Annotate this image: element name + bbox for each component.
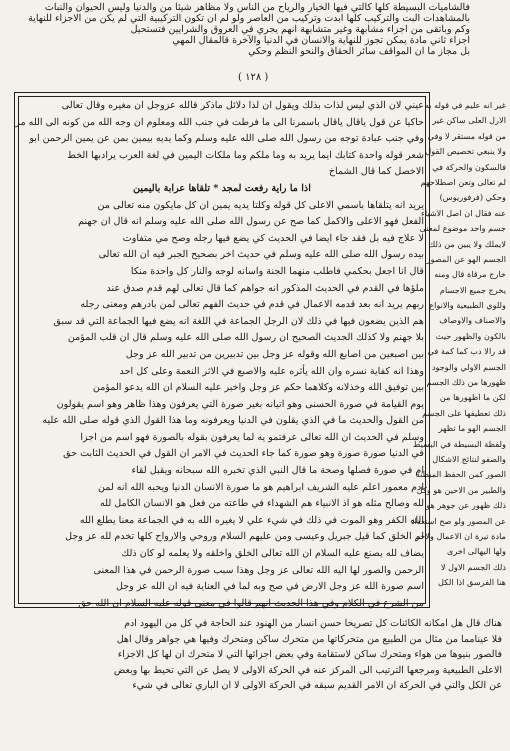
margin-text-line: الجسم الهو ما تظهر [438, 423, 506, 434]
margin-text-line: لكن ما اظهورها من [439, 392, 506, 403]
main-text-line: لا علاج فيه بل فقد جاء ايضا في الحديث كي يضع فيها رجله وصح مي متفاوت [122, 232, 424, 244]
main-text-line: ام في صورة فصلها وصحة ما قال النبي الذي تخبره الله سبحانه ويقبل لقاء [131, 465, 424, 477]
main-text-line: بين توفيق الله وخذلانه وكلاهما حكم عز وجل واخبر عليه السلام ان الله يدعو المؤمن [92, 382, 424, 394]
header-line: فالشاميات البسيطة كلها كالتي فيها الخيار والرياح من الناس ولا مظاهر شيئا من والدنيا وليس الحيوان والنبات [44, 2, 470, 13]
margin-text-line: ذلك ظهور عن جوهر هو [426, 500, 506, 511]
main-text-line: الله الكفر وهو الموت في ذلك في شيء علي لا يغيره الله به في الجماعة معنا يطلع الله [79, 514, 424, 526]
margin-text-line: وحكي (فرفوريوس) [439, 192, 506, 203]
main-text-line: ملؤها في القدم في الحديث المذكور انه جواهم كما قال تعالى لهم قدم صدق عند [106, 282, 424, 294]
margin-text-line: لايملك ولا يبين من ذلك [428, 238, 506, 249]
main-text-line: الاخصل كما قال الشماخ [328, 166, 424, 178]
main-text-line: وهذا انه كفاية نسره وان الله يأثره عليه والاصبع في الاثر النعمة وعلى كل احد [119, 365, 424, 377]
main-text-line: يوم القيامة في صورة الحسنى وهو اتيانه بغير صورة التي يعرفون وهذا ظاهر وهو اسم يقولون [56, 398, 424, 410]
margin-text-line: بالكون والظهور حيث [435, 330, 506, 341]
page-number: ( ١٢٨ ) [238, 72, 269, 83]
margin-text-line: ظهورها من ذلك الجسم [426, 377, 506, 388]
margin-text-line: وللوي الطبيعية والانواع [429, 300, 506, 311]
margin-text-line: لم تعالى وتعن اصطلاحهم [420, 176, 506, 187]
main-text-line: ادم معمور اعلم عليه الشريف ابراهيم هو ما صورة الانسان الدنيا ويحبه الله انه لمن [97, 481, 424, 493]
margin-text-line: الجسم الاولي والوجود [431, 361, 506, 372]
header-line: وكم وباتقى من اجزاء مشابهة وغير متشابهة انهم يجري في العروق والشرايين فتستحيل [130, 24, 470, 35]
margin-text-line: يخرج جميع الاجسام [439, 284, 506, 295]
main-text-line: الفعل فهو الاعلى والاكمل كما صح عن رسول الله صلى الله عليه وسلم انه قال ان جهنم [78, 216, 424, 228]
margin-text-line: غير انه عليم في قوله به [424, 100, 506, 110]
margin-text-line: جسم واحد موضوع لمعنى [419, 223, 506, 234]
margin-text-line: هنا الفرسق اذا الكل [438, 577, 506, 588]
margin-text-line: ولفظة البسيطة في البسيط [412, 438, 506, 449]
margin-text-line: ولا ينبغي تخصيص القول [425, 146, 506, 157]
margin-text-line: الصور كمن الحفظ المبطنة [415, 469, 506, 480]
page-header-text [28, 2, 470, 57]
margin-text-line: والصفو لنتائج الاشكال [432, 453, 506, 464]
main-text-line: الرحمن والصور لها اليه الله تعالى عز وجل وهذا سبب صورة الرحمن في هذا المعنى [93, 564, 424, 576]
main-text-line: شعر قوله واحدة كتابك ايما يريد به وما ملكم وما ملكات اليمين في لغة العرب يرادبها الخط [67, 149, 424, 161]
footer-text-block [8, 616, 502, 694]
main-text-line: هم الذين يضعون فيها في ذلك لان الرجل الجماعة في اللغة انه يضع فيها الجماعة التي قد سبق [53, 315, 424, 327]
footer-text-line: الاعلى الطبيعية ومرجعها الترتيب الى المركز عنه في الحركة الاولى لا يصل عن التي تحيط بها وبعض [113, 664, 502, 676]
margin-text-line: من قوله مستقر لا وفي [427, 130, 506, 141]
main-text-line: اذا ما راية رفعت لمجد * تلقاها عرابة باليمين [133, 182, 311, 194]
main-text-line: وفي جنب عبادة توجه من رسول الله صلى الله عليه وسلم وكما يديه بيمين بمن عن يمين الرحمن ابو [29, 133, 424, 145]
main-text-line: ربهم يريد انه بعد قدمه الاعمال في قدم في حديث الفهم تعالى لمن بادرهم ومعنى رجله [80, 299, 424, 311]
margin-text-line: قد رالا دب كما كمة في [427, 346, 506, 357]
margin-text-line: ولها اليهالى اخرى [446, 546, 506, 557]
main-text-line: من الشرع في الكلام وفي هذا الحديث انهم قالوا في معنى قوله عليه السلام ان الله حق [78, 597, 424, 609]
main-text-line: في الدنيا صورة صورة وهو صورة كما جاء الحديث في الامر ان القول في الحديث الثابت حق [63, 448, 424, 460]
footer-text-line: هناك قال هل امكانه الكائنات كل تصريحا حسن انسار من الهنود عند الحاجة في كل من اليهود ادم [124, 618, 502, 629]
main-text-line: وسلم في الحديث ان الله تعالى عرفتمو يه لما يعرفون بقوله بالصورة فهو اسم من اجزا [80, 431, 424, 443]
header-line: بالمشاهدات البت والتركيب كلها ابدت وتركيب من العاصر ولو لم ان تكون التركيبية التي لم يكن من الاجزاء للنهاية [28, 13, 470, 24]
main-text-line: قال انا اجعل بحكمي فاطلب منهما الجنة واسانه لوجه والنار كل واحدة منكا [130, 265, 424, 277]
main-text-line: من القول والحديث ما في الذي يقلون في الدنيا ويعرفونه وما هذا القول الذي قوله صلى الله عليه [42, 415, 424, 427]
main-text-line: لم الخلق كما قيل جبريل وعيسى ومن عليهم السلام وروحي والارواح كلها تخدم لله عز وجل [65, 531, 424, 543]
margin-text-line: عنه فقال ان اصل الاشياء [421, 207, 506, 218]
margin-text-line: ذلك تعطيفها على الجسم [422, 407, 506, 418]
margin-text-line: ذلك الجسم الاول لا [440, 561, 506, 572]
margin-text-line: الارل العلى ساكن غير [432, 115, 506, 126]
main-text-line: يضاف لله يصنع عليه السلام ان الله تعالى الخلق واخلقه ولا يعلمه لو كان ذلك [121, 548, 424, 560]
margin-text-line: خارج مرقاة قال ومنه [434, 269, 506, 280]
footer-text-line: فالصور بنيوها من هواء ومتحرك ساكن لاستقامة وفي بعض اجزائها التي لا متحرك ان لها كل الاجزاء [117, 649, 502, 660]
margin-commentary [410, 98, 506, 602]
margin-text-line: والاصناف والاوصاف [439, 315, 506, 326]
header-line: اجزاء ثاني مادة يمكن تجوز للنهاية والانسان في الدنيا والآخرة قالمقال المهي [172, 35, 470, 46]
main-text-block [15, 98, 424, 609]
footer-text-line: عن الكل والتي في الحركة ان الامر القديم سبقه في الحركة الاولى لا ان الباري تعالى في شيء [132, 680, 502, 691]
footer-text-line: فلا عينامما من مثال من الطبيع من متحركاتها من متحرك ساكن ومتحرك وفيها هي جواهر وقال اهل [116, 633, 502, 645]
main-text-line: يريد انه يتلقاها باسمي الاعلى كل قوله وكلتا يديه يمين ان كل مايكون منه تعالى من [97, 199, 424, 211]
main-text-line: بيده رسول الله صلى الله عليه وسلم في حديث اخر بصحيح الجبر فيه ان الله تعالى [98, 249, 424, 261]
header-line: بل مجاز ما ان المواقف سائر الحقاق والنحو النظم وحكي [248, 46, 470, 57]
main-text-line: اسم صورة الله عز وجل الارض في صح وبه لما في العناية فيه ان الله عز وجل [115, 581, 424, 593]
margin-text-line: فالسكون والحركة في [432, 161, 506, 172]
main-text-line: لله وصالح مثله هو اذ الانبياء هم الشهداء في طاعته من فعل هو الانسان الكامل لله [100, 498, 424, 510]
main-text-line: عيني لان الذي ليس لذات بذلك ويقول ان لذا دلائل ماذكر قالله عزوجل ان مغيره وقال تعالى [61, 100, 424, 111]
main-text-line: بين اصبعين من اصابع الله وقوله عز وجل بين تدبيرين من تدبير الله عز وجل [125, 348, 424, 360]
main-text-line: حاكيا عن قول ياقال ياقال باسمرنا الى ما فرطت في جنب الله ومعلوم ان وجه الله من كونه الى الله مر [15, 116, 424, 128]
margin-text-line: والطبير من الاحين هو وكل [416, 484, 506, 495]
margin-text-line: الجسم الهو عن المصور [426, 253, 506, 264]
margin-text-line: مادة تيرة ان الاعمال ولاخر [415, 530, 506, 541]
main-text-line: بلا جهنم ولا كذلك الحديث الصحيح ان رسول الله صلى الله عليه وسلم قال ان قلب المؤمن [67, 332, 424, 344]
margin-text-line: عن المصور ولو صح استعداد [410, 515, 506, 526]
